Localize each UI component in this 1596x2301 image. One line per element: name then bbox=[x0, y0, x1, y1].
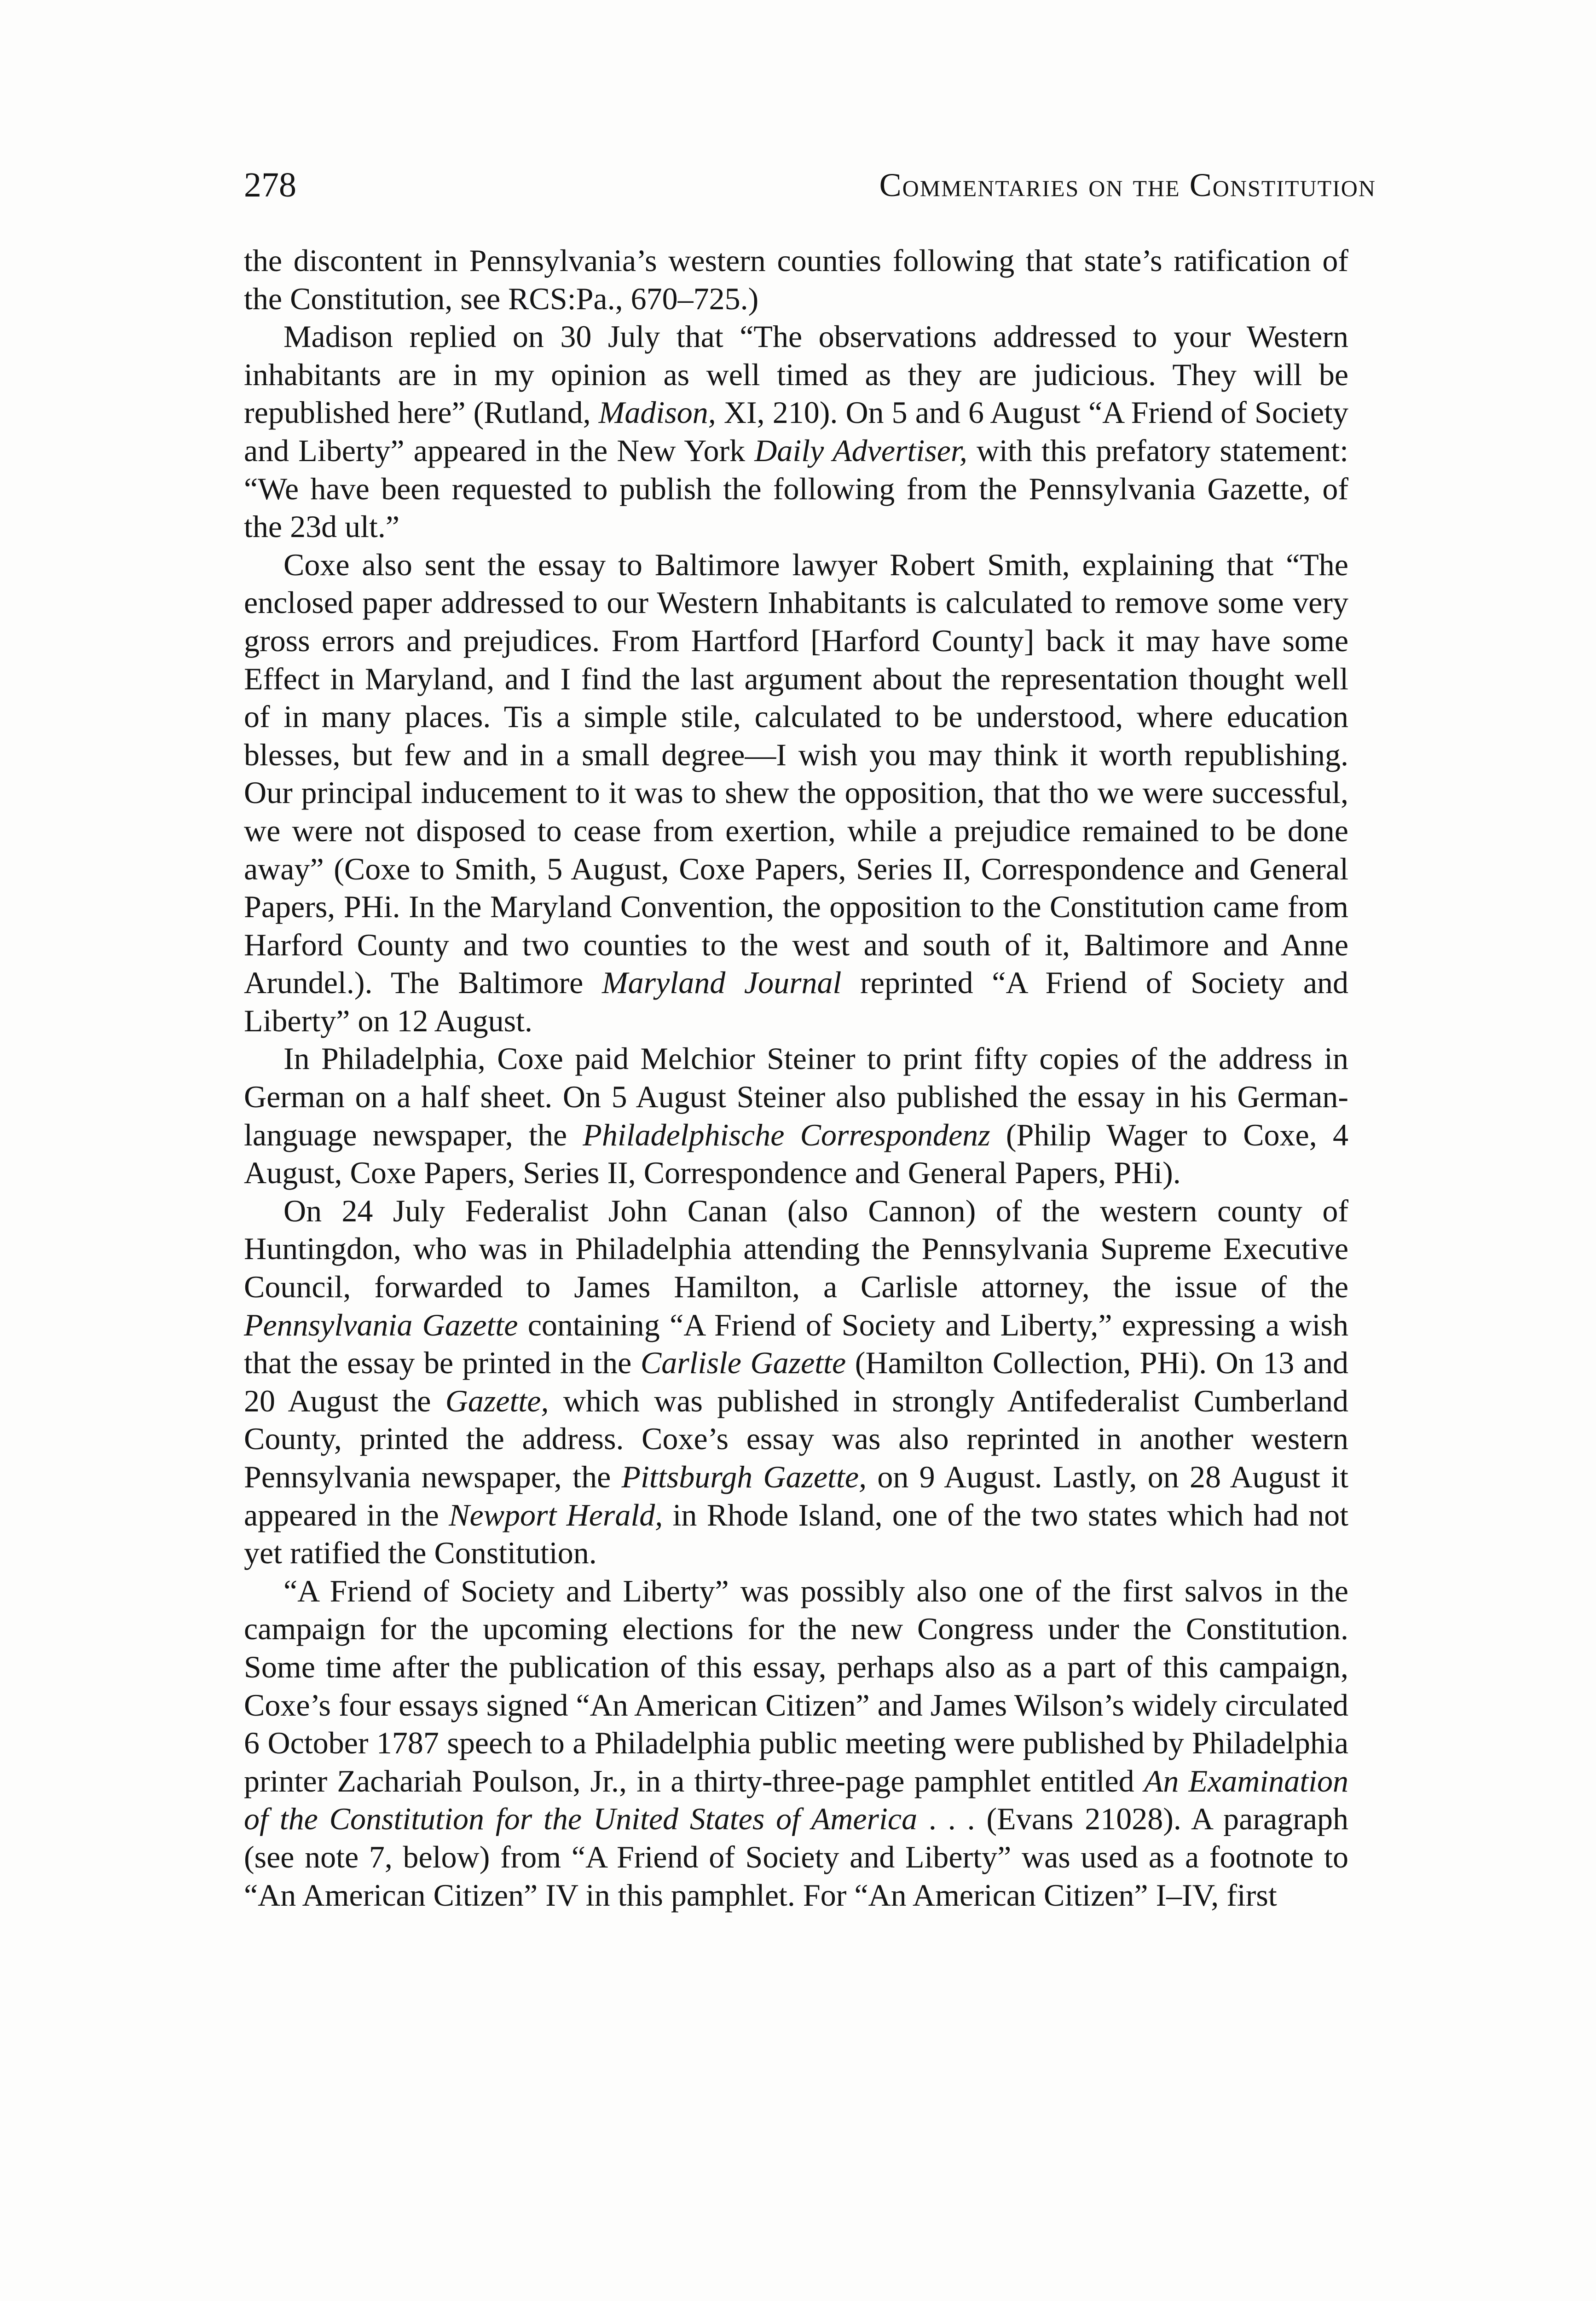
text-run: which was published in strongly Antifederalist Cumberland County, printed the address. Coxe’s essay was also reprinted in another western Pennsylvania newspaper, the bbox=[244, 1383, 1348, 1494]
text-run: reprinted “A Friend of Society and Liberty” on 12 August. bbox=[244, 965, 1348, 1038]
text-run: . . . (Evans 21028). A paragraph (see note 7, below) from “A Friend of Society and Liberty” was used as a footnote to “An American Citizen” IV in this pamphlet. For “An American Citizen” I–IV, first bbox=[244, 1801, 1348, 1913]
text-run: In Philadelphia, Coxe paid Melchior Steiner to print fifty copies of the address in German on a half sheet. On 5 August Steiner also published the essay in his German-language newspaper, the bbox=[244, 1041, 1348, 1152]
italic-text-run: An Examination of the Constitution for the United States of America bbox=[244, 1763, 1348, 1837]
italic-text-run: Philadelphische Correspondenz bbox=[583, 1117, 990, 1152]
page-number: 278 bbox=[244, 166, 296, 204]
running-title: Commentaries on the Constitution bbox=[879, 167, 1376, 203]
paragraph bbox=[244, 1572, 1348, 1914]
text-run: (Hamilton Collection, PHi). On 13 and 20 August the bbox=[244, 1345, 1349, 1418]
text-run: on 9 August. Lastly, on 28 August it appeared in the bbox=[244, 1459, 1348, 1532]
text-run: On 24 July Federalist John Canan (also Cannon) of the western county of Huntingdon, who was in Philadelphia attending the Pennsylvania Supreme Executive Council, forwarded to James Hamilton, a Carlisle attorney, the issue of the bbox=[244, 1193, 1348, 1305]
italic-text-run: Madison, bbox=[598, 395, 716, 430]
text-run: with this prefatory statement: “We have been requested to publish the following from the Pennsylvania Gazette, of the 23d ult.” bbox=[244, 433, 1348, 544]
text-run: containing “A Friend of Society and Liberty,” expressing a wish that the essay be printed in the bbox=[244, 1307, 1348, 1381]
text-run: Madison replied on 30 July that “The observations addressed to your Western inhabitants are in my opinion as well timed as they are judicious. They will be republished here” (Rutland, bbox=[244, 319, 1348, 430]
italic-text-run: Carlisle Gazette bbox=[640, 1345, 846, 1381]
text-run: in Rhode Island, one of the two states which had not yet ratified the Constitution. bbox=[244, 1497, 1348, 1571]
italic-text-run: Maryland Journal bbox=[602, 965, 842, 1000]
italic-text-run: Gazette, bbox=[445, 1383, 549, 1418]
italic-text-run: Pittsburgh Gazette, bbox=[621, 1459, 867, 1494]
italic-text-run: Daily Advertiser, bbox=[754, 433, 967, 468]
italic-text-run: Pennsylvania Gazette bbox=[244, 1307, 518, 1342]
text-run: Coxe also sent the essay to Baltimore lawyer Robert Smith, explaining that “The enclosed paper addressed to our Western Inhabitants is calculated to remove some very gross errors and prejudices. From Hartford [Harford County] back it may have some Effect in Maryland, and I find the last argument about the representation thought well of in many places. Tis a simple stile, calculated to be understood, where education blesses, but few and in a small degree—I wish you may think it worth republishing. Our principal inducement to it was to shew the opposition, that tho we were successful, we were not disposed to cease from exertion, while a prejudice remained to be done away” (Coxe to Smith, 5 August, Coxe Papers, Series II, Correspondence and General Papers, PHi. In the Maryland Convention, the opposition to the Constitution came from Harford County and two counties to the west and south of it, Baltimore and Anne Arundel.). The Baltimore bbox=[244, 547, 1348, 1000]
body-text bbox=[244, 242, 1348, 1914]
text-run: “A Friend of Society and Liberty” was possibly also one of the first salvos in the campaign for the upcoming elections for the new Congress under the Constitution. Some time after the publication of this essay, perhaps also as a part of this campaign, Coxe’s four essays signed “An American Citizen” and James Wilson’s widely circulated 6 October 1787 speech to a Philadelphia public meeting were published by Philadelphia printer Zachariah Poulson, Jr., in a thirty-three-page pamphlet entitled bbox=[244, 1573, 1348, 1798]
italic-text-run: Newport Herald, bbox=[449, 1497, 663, 1532]
paragraph bbox=[244, 1192, 1348, 1572]
text-run: the discontent in Pennsylvania’s western counties following that state’s ratification of the Constitution, see RCS:Pa., 670–725.) bbox=[244, 243, 1348, 316]
paragraph bbox=[244, 546, 1348, 1040]
running-head bbox=[244, 162, 1376, 213]
paragraph bbox=[244, 318, 1348, 546]
paragraph bbox=[244, 242, 1348, 318]
text-run: (Philip Wager to Coxe, 4 August, Coxe Papers, Series II, Correspondence and General Papers, PHi). bbox=[244, 1117, 1348, 1191]
paragraph bbox=[244, 1040, 1348, 1191]
text-run: XI, 210). On 5 and 6 August “A Friend of Society and Liberty” appeared in the New York bbox=[244, 395, 1348, 468]
